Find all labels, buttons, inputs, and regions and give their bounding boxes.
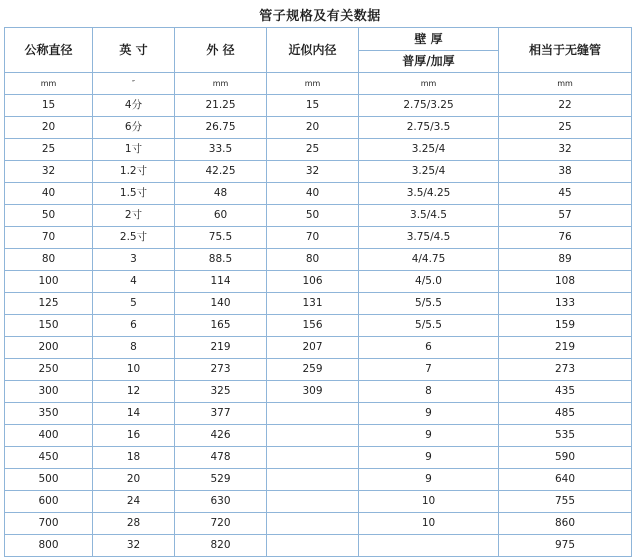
outer-diameter-cell: 165 (175, 315, 267, 337)
table-row (5, 491, 632, 513)
wall-thickness-cell: 5/5.5 (359, 293, 499, 315)
table-row (5, 447, 632, 469)
nominal-diameter-cell: 800 (5, 535, 93, 557)
table-row (5, 117, 632, 139)
unit-cell: mm (175, 73, 267, 95)
outer-diameter-cell: 48 (175, 183, 267, 205)
nominal-diameter-cell: 300 (5, 381, 93, 403)
nominal-diameter-cell: 350 (5, 403, 93, 425)
wall-thickness-cell: 9 (359, 469, 499, 491)
nominal-diameter-cell: 70 (5, 227, 93, 249)
table-row (5, 205, 632, 227)
table-row (5, 293, 632, 315)
nominal-diameter-cell: 700 (5, 513, 93, 535)
inner-diameter-cell: 131 (267, 293, 359, 315)
inner-diameter-cell: 15 (267, 95, 359, 117)
table-row (5, 469, 632, 491)
inner-diameter-cell: 70 (267, 227, 359, 249)
inch-cell: 4 (93, 271, 175, 293)
header-wall-normal-thick: 普厚/加厚 (359, 50, 499, 73)
inner-diameter-cell (267, 469, 359, 491)
nominal-diameter-cell: 250 (5, 359, 93, 381)
nominal-diameter-cell: 20 (5, 117, 93, 139)
inch-cell: 4分 (93, 95, 175, 117)
seamless-equivalent-cell: 45 (499, 183, 632, 205)
wall-thickness-cell: 3.25/4 (359, 161, 499, 183)
nominal-diameter-cell: 25 (5, 139, 93, 161)
pipe-spec-table (4, 27, 632, 557)
wall-thickness-cell: 3.5/4.5 (359, 205, 499, 227)
inch-cell: 14 (93, 403, 175, 425)
inch-cell: 8 (93, 337, 175, 359)
wall-thickness-cell: 3.5/4.25 (359, 183, 499, 205)
outer-diameter-cell: 88.5 (175, 249, 267, 271)
header-outer-diameter: 外 径 (175, 28, 267, 73)
seamless-equivalent-cell: 860 (499, 513, 632, 535)
wall-thickness-cell: 3.75/4.5 (359, 227, 499, 249)
outer-diameter-cell: 529 (175, 469, 267, 491)
inner-diameter-cell: 309 (267, 381, 359, 403)
table-row (5, 381, 632, 403)
inner-diameter-cell (267, 513, 359, 535)
inch-cell: 32 (93, 535, 175, 557)
wall-thickness-cell: 9 (359, 447, 499, 469)
seamless-equivalent-cell: 89 (499, 249, 632, 271)
table-row (5, 535, 632, 557)
outer-diameter-cell: 478 (175, 447, 267, 469)
outer-diameter-cell: 42.25 (175, 161, 267, 183)
wall-thickness-cell: 6 (359, 337, 499, 359)
wall-thickness-cell: 4/4.75 (359, 249, 499, 271)
nominal-diameter-cell: 50 (5, 205, 93, 227)
table-row (5, 95, 632, 117)
outer-diameter-cell: 140 (175, 293, 267, 315)
wall-thickness-cell: 2.75/3.25 (359, 95, 499, 117)
unit-cell: mm (5, 73, 93, 95)
seamless-equivalent-cell: 159 (499, 315, 632, 337)
table-row (5, 183, 632, 205)
nominal-diameter-cell: 600 (5, 491, 93, 513)
outer-diameter-cell: 820 (175, 535, 267, 557)
wall-thickness-cell: 9 (359, 425, 499, 447)
inch-cell: 28 (93, 513, 175, 535)
inch-cell: 6分 (93, 117, 175, 139)
header-inner-diameter: 近似内径 (267, 28, 359, 73)
header-nominal-diameter: 公称直径 (5, 28, 93, 73)
wall-thickness-cell: 4/5.0 (359, 271, 499, 293)
inner-diameter-cell: 40 (267, 183, 359, 205)
inner-diameter-cell: 32 (267, 161, 359, 183)
seamless-equivalent-cell: 590 (499, 447, 632, 469)
outer-diameter-cell: 426 (175, 425, 267, 447)
inner-diameter-cell: 25 (267, 139, 359, 161)
inch-cell: 3 (93, 249, 175, 271)
nominal-diameter-cell: 150 (5, 315, 93, 337)
outer-diameter-cell: 33.5 (175, 139, 267, 161)
nominal-diameter-cell: 450 (5, 447, 93, 469)
seamless-equivalent-cell: 32 (499, 139, 632, 161)
inch-cell: 1.2寸 (93, 161, 175, 183)
outer-diameter-cell: 75.5 (175, 227, 267, 249)
seamless-equivalent-cell: 219 (499, 337, 632, 359)
table-row (5, 337, 632, 359)
table-row (5, 271, 632, 293)
inner-diameter-cell (267, 425, 359, 447)
nominal-diameter-cell: 500 (5, 469, 93, 491)
inner-diameter-cell (267, 491, 359, 513)
seamless-equivalent-cell: 640 (499, 469, 632, 491)
outer-diameter-cell: 219 (175, 337, 267, 359)
outer-diameter-cell: 60 (175, 205, 267, 227)
table-row (5, 359, 632, 381)
unit-cell: ″ (93, 73, 175, 95)
nominal-diameter-cell: 125 (5, 293, 93, 315)
seamless-equivalent-cell: 273 (499, 359, 632, 381)
inner-diameter-cell: 156 (267, 315, 359, 337)
units-row (5, 73, 632, 95)
unit-cell: mm (359, 73, 499, 95)
inner-diameter-cell: 20 (267, 117, 359, 139)
inner-diameter-cell: 50 (267, 205, 359, 227)
inch-cell: 1.5寸 (93, 183, 175, 205)
seamless-equivalent-cell: 25 (499, 117, 632, 139)
outer-diameter-cell: 21.25 (175, 95, 267, 117)
seamless-equivalent-cell: 435 (499, 381, 632, 403)
table-row (5, 315, 632, 337)
outer-diameter-cell: 720 (175, 513, 267, 535)
unit-cell: mm (267, 73, 359, 95)
table-row (5, 249, 632, 271)
table-body (5, 73, 632, 557)
table-row (5, 403, 632, 425)
wall-thickness-cell: 10 (359, 513, 499, 535)
inch-cell: 2.5寸 (93, 227, 175, 249)
inch-cell: 12 (93, 381, 175, 403)
unit-cell: mm (499, 73, 632, 95)
table-title: 管子规格及有关数据 (259, 9, 381, 24)
inch-cell: 18 (93, 447, 175, 469)
nominal-diameter-cell: 32 (5, 161, 93, 183)
inch-cell: 2寸 (93, 205, 175, 227)
header-wall-thickness: 壁 厚 (359, 28, 499, 51)
header-seamless-equivalent: 相当于无缝管 (499, 28, 632, 73)
nominal-diameter-cell: 80 (5, 249, 93, 271)
wall-thickness-cell: 5/5.5 (359, 315, 499, 337)
inner-diameter-cell (267, 403, 359, 425)
inner-diameter-cell (267, 535, 359, 557)
wall-thickness-cell: 8 (359, 381, 499, 403)
inch-cell: 16 (93, 425, 175, 447)
inch-cell: 10 (93, 359, 175, 381)
table-row (5, 425, 632, 447)
inch-cell: 5 (93, 293, 175, 315)
table-row (5, 161, 632, 183)
seamless-equivalent-cell: 535 (499, 425, 632, 447)
inch-cell: 20 (93, 469, 175, 491)
wall-thickness-cell: 9 (359, 403, 499, 425)
table-row (5, 139, 632, 161)
wall-thickness-cell: 7 (359, 359, 499, 381)
header-row (5, 28, 632, 51)
seamless-equivalent-cell: 485 (499, 403, 632, 425)
wall-thickness-cell: 10 (359, 491, 499, 513)
seamless-equivalent-cell: 133 (499, 293, 632, 315)
nominal-diameter-cell: 40 (5, 183, 93, 205)
table-row (5, 227, 632, 249)
outer-diameter-cell: 114 (175, 271, 267, 293)
outer-diameter-cell: 630 (175, 491, 267, 513)
seamless-equivalent-cell: 38 (499, 161, 632, 183)
wall-thickness-cell: 3.25/4 (359, 139, 499, 161)
wall-thickness-cell: 2.75/3.5 (359, 117, 499, 139)
nominal-diameter-cell: 200 (5, 337, 93, 359)
inner-diameter-cell (267, 447, 359, 469)
nominal-diameter-cell: 15 (5, 95, 93, 117)
inner-diameter-cell: 259 (267, 359, 359, 381)
wall-thickness-cell (359, 535, 499, 557)
inch-cell: 24 (93, 491, 175, 513)
header-inch: 英 寸 (93, 28, 175, 73)
inch-cell: 1寸 (93, 139, 175, 161)
inner-diameter-cell: 207 (267, 337, 359, 359)
nominal-diameter-cell: 100 (5, 271, 93, 293)
seamless-equivalent-cell: 108 (499, 271, 632, 293)
inner-diameter-cell: 80 (267, 249, 359, 271)
table-row (5, 513, 632, 535)
outer-diameter-cell: 325 (175, 381, 267, 403)
inch-cell: 6 (93, 315, 175, 337)
outer-diameter-cell: 377 (175, 403, 267, 425)
seamless-equivalent-cell: 22 (499, 95, 632, 117)
outer-diameter-cell: 273 (175, 359, 267, 381)
inner-diameter-cell: 106 (267, 271, 359, 293)
seamless-equivalent-cell: 975 (499, 535, 632, 557)
seamless-equivalent-cell: 76 (499, 227, 632, 249)
seamless-equivalent-cell: 57 (499, 205, 632, 227)
nominal-diameter-cell: 400 (5, 425, 93, 447)
seamless-equivalent-cell: 755 (499, 491, 632, 513)
outer-diameter-cell: 26.75 (175, 117, 267, 139)
